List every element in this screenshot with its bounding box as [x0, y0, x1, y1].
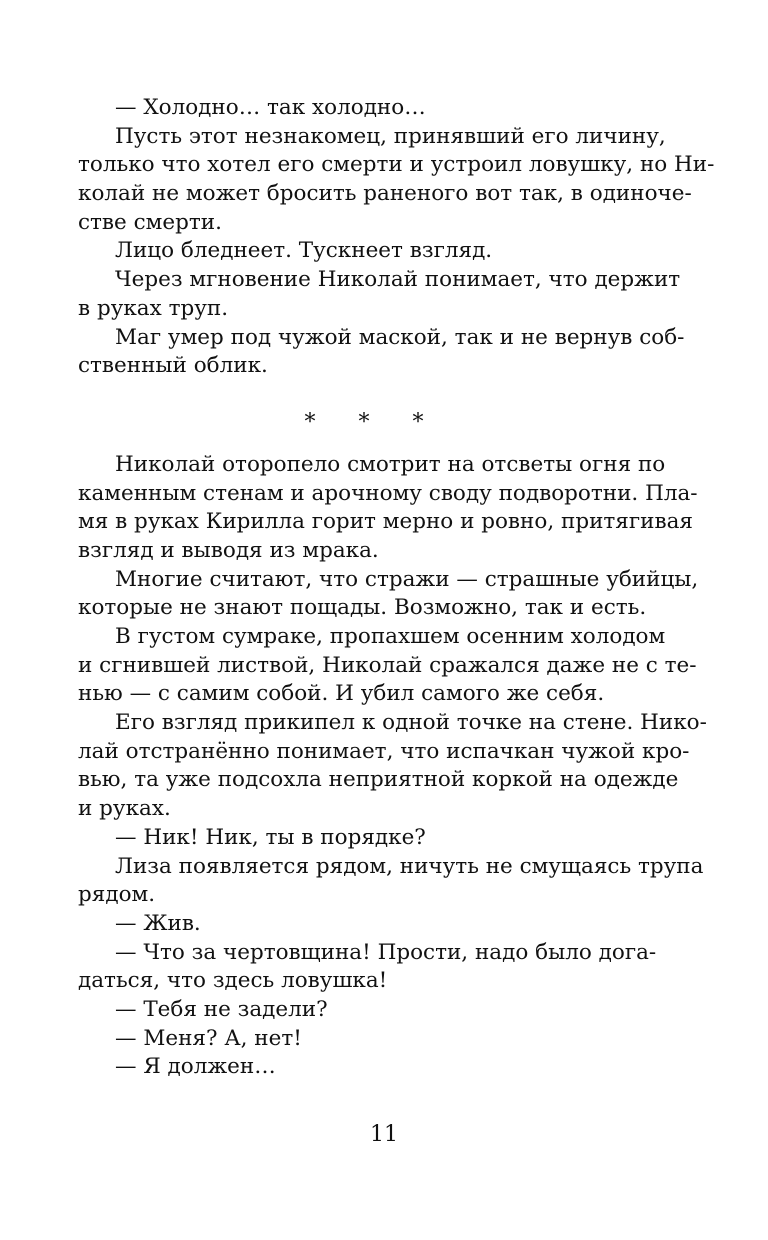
text-block-top [78, 94, 715, 381]
text-line: Лиза появляется рядом, ничуть не смущаясь трупа [115, 853, 704, 879]
text-block-bottom [78, 451, 707, 1082]
text-line: В густом сумраке, пропахшем осенним холодом [115, 624, 666, 649]
text-line: Маг умер под чужой маской, так и не вернув соб- [115, 324, 685, 350]
text-line: лай отстранённо понимает, что испачкан чужой кро- [78, 738, 690, 764]
text-line: только что хотел его смерти и устроил ловушку, но Ни- [78, 152, 715, 178]
text-line: — Холодно… так холодно… [115, 95, 426, 120]
text-line: колай не может бросить раненого вот так, в одиноче- [78, 181, 692, 207]
text-line: ственный облик. [78, 353, 268, 379]
text-line: вью, та уже подсохла неприятной коркой на одежде [78, 767, 679, 793]
page-number: 11 [370, 1122, 398, 1147]
text-line: Пусть этот незнакомец, принявший его личину, [115, 123, 666, 149]
text-line: мя в руках Кирилла горит мерно и ровно, притягивая [78, 509, 693, 535]
text-line: — Жив. [115, 910, 201, 936]
text-line: в руках труп. [78, 295, 229, 321]
page-body [78, 94, 715, 1082]
spacer [78, 381, 650, 409]
text-line: и руках. [78, 796, 171, 822]
text-line: — Ник! Ник, ты в порядке? [115, 824, 426, 850]
text-line: каменным стенам и арочному своду подворотни. Пла- [78, 480, 698, 506]
text-line: нью — с самим собой. И убил самого же себя. [78, 681, 605, 707]
text-line: — Меня? А, нет! [115, 1025, 302, 1051]
text-line: которые не знают пощады. Возможно, так и есть. [78, 595, 647, 621]
text-line: — Я должен… [115, 1054, 276, 1080]
text-line: взгляд и выводя из мрака. [78, 537, 379, 563]
section-separator: * * * [304, 409, 442, 435]
text-line: Через мгновение Николай понимает, что держит [115, 267, 681, 293]
text-line: Лицо бледнеет. Тускнеет взгляд. [115, 238, 493, 264]
text-line: рядом. [78, 882, 156, 908]
text-line: и сгнившей листвой, Николай сражался даже не с те- [78, 652, 697, 678]
text-line: Многие считают, что стражи — страшные убийцы, [115, 566, 699, 592]
text-line: — Что за чертовщина! Прости, надо было дога- [115, 939, 657, 965]
spacer [78, 437, 650, 451]
text-line: даться, что здесь ловушка! [78, 968, 388, 994]
text-line: Николай оторопело смотрит на отсветы огня по [115, 451, 666, 477]
text-line: стве смерти. [78, 209, 222, 235]
text-line: Его взгляд прикипел к одной точке на стене. Нико- [115, 710, 707, 736]
text-line: — Тебя не задели? [115, 996, 328, 1022]
